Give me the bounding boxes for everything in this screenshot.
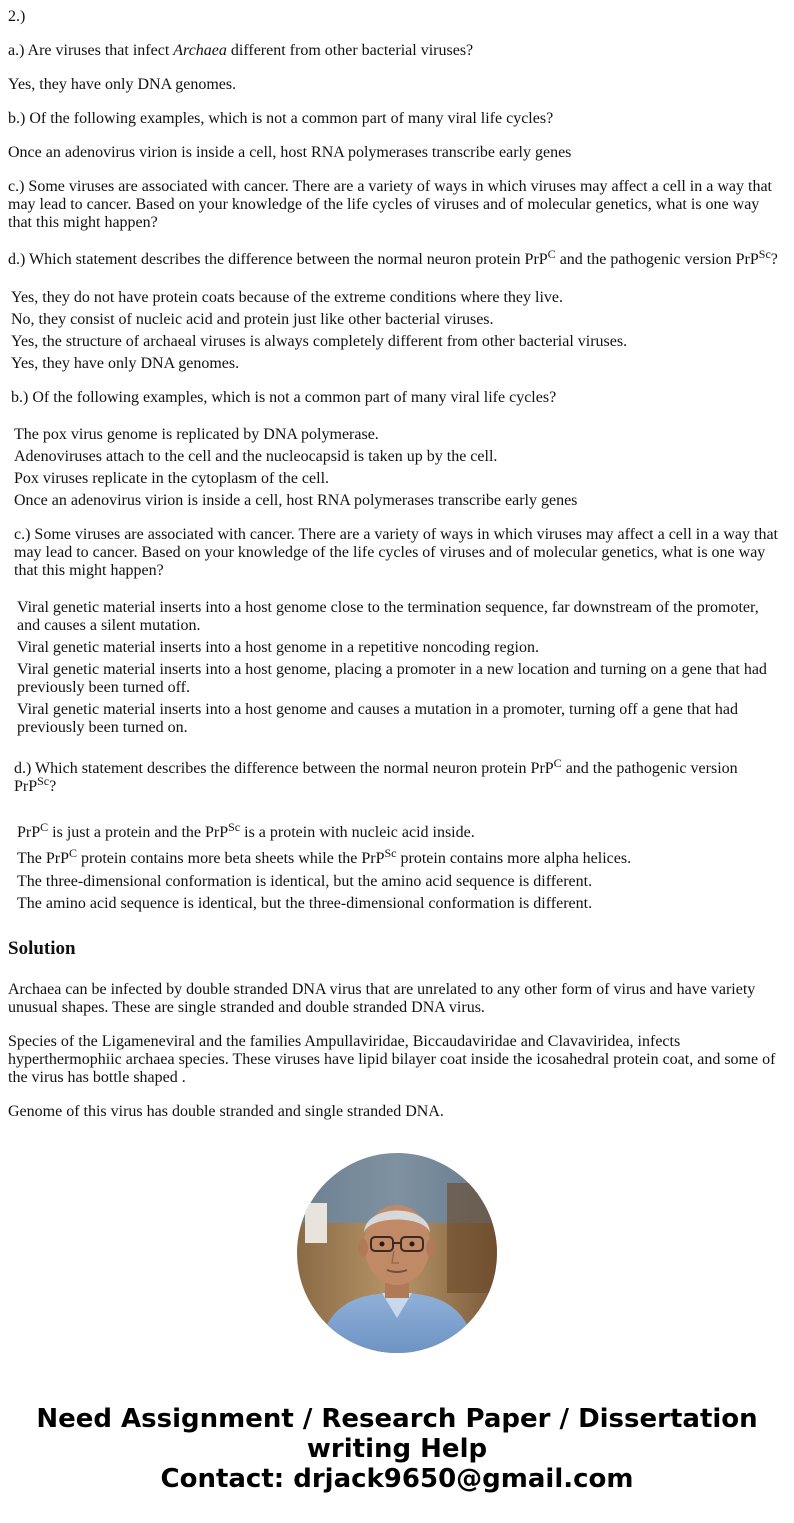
- solution-paragraph-1: Archaea can be infected by double stranded DNA virus that are unrelated to any other form of virus and have variety unusual shapes. These are single stranded and double stranded DNA virus.: [8, 981, 756, 1016]
- option-a-3: Yes, the structure of archaeal viruses is always completely different from other bacterial viruses.: [11, 333, 628, 350]
- question-a: a.) Are viruses that infect Archaea different from other bacterial viruses?: [8, 42, 474, 59]
- question-d: d.) Which statement describes the difference between the normal neuron protein PrP$^C$ and the pathogenic version PrP$^{Sc}$?: [8, 247, 778, 268]
- answer-a: Yes, they have only DNA genomes.: [8, 76, 237, 93]
- option-a-4: Yes, they have only DNA genomes.: [11, 355, 240, 372]
- question-number: 2.): [8, 8, 26, 25]
- option-d-2: The PrP$^C$ protein contains more beta sheets while the PrP$^{Sc}$ protein contains more alpha helices.: [17, 846, 632, 867]
- promo-contact: Contact: drjack9650@gmail.com: [160, 1464, 634, 1494]
- option-a-2: No, they consist of nucleic acid and protein just like other bacterial viruses.: [11, 311, 494, 328]
- option-d-1: PrP$^C$ is just a protein and the PrP$^{Sc}$ is a protein with nucleic acid inside.: [17, 820, 475, 841]
- option-c-2: Viral genetic material inserts into a host genome in a repetitive noncoding region.: [17, 639, 539, 656]
- solution-paragraph-3: Genome of this virus has double stranded and single stranded DNA.: [8, 1103, 444, 1120]
- promo-banner: [0, 1404, 794, 1494]
- question-c-heading: c.) Some viruses are associated with cancer. There are a variety of ways in which viruses may affect a cell in a way that may lead to cancer. Based on your knowledge of the life cycles of viruses and of molecular genetics, what is one way that this might happen?: [14, 526, 778, 579]
- option-d-4: The amino acid sequence is identical, but the three-dimensional conformation is different.: [17, 895, 593, 912]
- option-b-1: The pox virus genome is replicated by DNA polymerase.: [14, 426, 379, 443]
- option-c-1: Viral genetic material inserts into a host genome close to the termination sequence, far downstream of the promoter, and causes a silent mutation.: [17, 599, 759, 634]
- option-c-3: Viral genetic material inserts into a host genome, placing a promoter in a new location and turning on a gene that had previously been turned off.: [17, 661, 767, 696]
- promo-line-1: Need Assignment / Research Paper / Dissertation: [36, 1404, 758, 1434]
- answer-b: Once an adenovirus virion is inside a cell, host RNA polymerases transcribe early genes: [8, 144, 572, 161]
- option-b-3: Pox viruses replicate in the cytoplasm of the cell.: [14, 470, 330, 487]
- option-a-1: Yes, they do not have protein coats because of the extreme conditions where they live.: [11, 289, 563, 306]
- solution-paragraph-2: Species of the Ligameneviral and the families Ampullaviridae, Biccaudaviridae and Clavaviridea, infects hyperthermophiic archaea species. These viruses have lipid bilayer coat inside the icosahedral protein coat, and some of the virus has bottle shaped .: [8, 1033, 776, 1086]
- option-b-4: Once an adenovirus virion is inside a cell, host RNA polymerases transcribe early genes: [14, 492, 578, 509]
- question-d-heading: d.) Which statement describes the difference between the normal neuron protein PrP$^C$ and the pathogenic version PrP$^{Sc}$?: [14, 756, 738, 795]
- avatar: [297, 1153, 497, 1353]
- option-b-2: Adenoviruses attach to the cell and the nucleocapsid is taken up by the cell.: [14, 448, 498, 465]
- option-c-4: Viral genetic material inserts into a host genome and causes a mutation in a promoter, turning off a gene that had previously been turned on.: [17, 701, 738, 736]
- portrait-image: [297, 1153, 497, 1353]
- promo-line-2: writing Help: [306, 1434, 488, 1464]
- solution-heading: Solution: [8, 938, 76, 959]
- question-c: c.) Some viruses are associated with cancer. There are a variety of ways in which viruses may affect a cell in a way that may lead to cancer. Based on your knowledge of the life cycles of viruses and of molecular genetics, what is one way that this might happen?: [8, 178, 772, 231]
- question-b-heading: b.) Of the following examples, which is not a common part of many viral life cycles?: [11, 389, 557, 406]
- option-d-3: The three-dimensional conformation is identical, but the amino acid sequence is different.: [17, 873, 593, 890]
- question-b: b.) Of the following examples, which is not a common part of many viral life cycles?: [8, 110, 554, 127]
